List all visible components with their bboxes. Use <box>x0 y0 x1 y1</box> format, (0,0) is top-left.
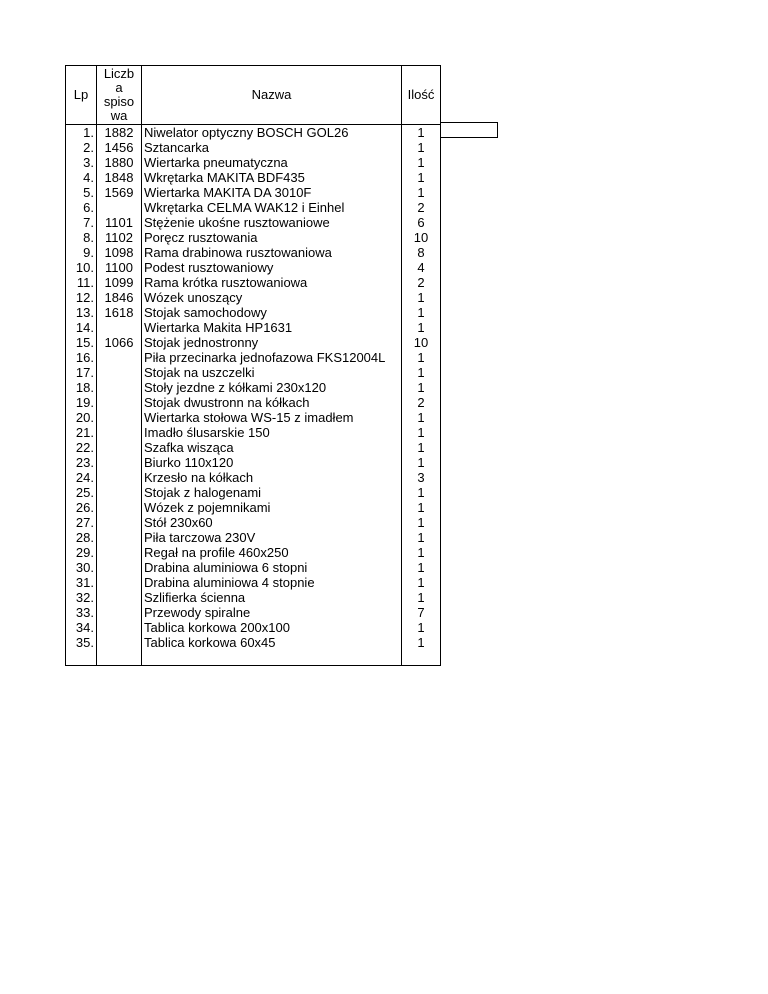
row-nazwa: Wiertarka Makita HP1631 <box>142 320 402 335</box>
row-lp: 12. <box>66 290 97 305</box>
row-ilosc: 2 <box>402 200 441 215</box>
row-liczba-spisowa: 1066 <box>97 335 142 350</box>
row-lp: 1. <box>66 125 97 141</box>
table-row <box>66 260 441 275</box>
row-lp: 21. <box>66 425 97 440</box>
row-liczba-spisowa <box>97 575 142 590</box>
row-nazwa: Piła tarczowa 230V <box>142 530 402 545</box>
row-ilosc: 1 <box>402 590 441 605</box>
row-lp: 16. <box>66 350 97 365</box>
table-row <box>66 635 441 650</box>
table-row <box>66 605 441 620</box>
row-nazwa: Rama drabinowa rusztowaniowa <box>142 245 402 260</box>
row-nazwa: Stojak jednostronny <box>142 335 402 350</box>
row-liczba-spisowa <box>97 440 142 455</box>
table-row-empty <box>66 650 441 666</box>
row-ilosc: 1 <box>402 155 441 170</box>
row-ilosc: 1 <box>402 290 441 305</box>
header-liczba-spisowa-line: Liczb <box>103 66 135 81</box>
table-row <box>66 125 441 141</box>
row-liczba-spisowa <box>97 590 142 605</box>
row-nazwa: Stężenie ukośne rusztowaniowe <box>142 215 402 230</box>
table-row <box>66 185 441 200</box>
empty-cell <box>97 650 142 666</box>
table-row <box>66 290 441 305</box>
row-liczba-spisowa: 1880 <box>97 155 142 170</box>
header-ilosc: Ilość <box>402 66 441 125</box>
row-lp: 14. <box>66 320 97 335</box>
row-liczba-spisowa <box>97 320 142 335</box>
empty-cell <box>142 650 402 666</box>
row-liczba-spisowa: 1848 <box>97 170 142 185</box>
table-row <box>66 620 441 635</box>
table-row <box>66 545 441 560</box>
row-lp: 20. <box>66 410 97 425</box>
row-ilosc: 4 <box>402 260 441 275</box>
row-liczba-spisowa <box>97 620 142 635</box>
row-nazwa: Przewody spiralne <box>142 605 402 620</box>
row-liczba-spisowa: 1569 <box>97 185 142 200</box>
row-liczba-spisowa: 1846 <box>97 290 142 305</box>
row-ilosc: 1 <box>402 575 441 590</box>
table-row <box>66 575 441 590</box>
table-row <box>66 155 441 170</box>
header-liczba-spisowa-line: a <box>115 80 123 95</box>
row-liczba-spisowa: 1098 <box>97 245 142 260</box>
row-lp: 2. <box>66 140 97 155</box>
row-liczba-spisowa <box>97 605 142 620</box>
row-ilosc: 1 <box>402 500 441 515</box>
table-row <box>66 200 441 215</box>
row-lp: 9. <box>66 245 97 260</box>
table-row <box>66 215 441 230</box>
inventory-table <box>65 65 441 666</box>
row-ilosc: 10 <box>402 335 441 350</box>
row-nazwa: Stojak z halogenami <box>142 485 402 500</box>
row-lp: 3. <box>66 155 97 170</box>
row-lp: 19. <box>66 395 97 410</box>
row-nazwa: Regał na profile 460x250 <box>142 545 402 560</box>
header-liczba-spisowa <box>97 66 142 125</box>
header-liczba-spisowa-line: wa <box>110 108 128 123</box>
row-ilosc: 1 <box>402 425 441 440</box>
inventory-table-body <box>66 66 441 666</box>
table-row <box>66 140 441 155</box>
row-lp: 15. <box>66 335 97 350</box>
row-nazwa: Szlifierka ścienna <box>142 590 402 605</box>
table-row <box>66 275 441 290</box>
row-ilosc: 1 <box>402 410 441 425</box>
row-liczba-spisowa <box>97 380 142 395</box>
row-liczba-spisowa: 1882 <box>97 125 142 141</box>
row-nazwa: Wkrętarka MAKITA BDF435 <box>142 170 402 185</box>
row-liczba-spisowa <box>97 485 142 500</box>
row-nazwa: Drabina aluminiowa 6 stopni <box>142 560 402 575</box>
empty-cell <box>66 650 97 666</box>
header-lp: Lp <box>66 66 97 125</box>
row-nazwa: Tablica korkowa 60x45 <box>142 635 402 650</box>
table-row <box>66 455 441 470</box>
row-ilosc: 1 <box>402 350 441 365</box>
row-nazwa: Biurko 110x120 <box>142 455 402 470</box>
row-liczba-spisowa <box>97 395 142 410</box>
table-row <box>66 365 441 380</box>
row-liczba-spisowa <box>97 635 142 650</box>
table-row <box>66 305 441 320</box>
row-nazwa: Stojak na uszczelki <box>142 365 402 380</box>
row-ilosc: 1 <box>402 545 441 560</box>
row-lp: 7. <box>66 215 97 230</box>
table-row <box>66 560 441 575</box>
row-nazwa: Wkrętarka CELMA WAK12 i Einhel <box>142 200 402 215</box>
row-liczba-spisowa: 1102 <box>97 230 142 245</box>
row-lp: 26. <box>66 500 97 515</box>
row-lp: 17. <box>66 365 97 380</box>
row-ilosc: 8 <box>402 245 441 260</box>
row-nazwa: Szafka wisząca <box>142 440 402 455</box>
table-row <box>66 170 441 185</box>
row-ilosc: 10 <box>402 230 441 245</box>
table-row <box>66 350 441 365</box>
header-nazwa: Nazwa <box>142 66 402 125</box>
row-liczba-spisowa <box>97 455 142 470</box>
row-liczba-spisowa <box>97 560 142 575</box>
row-nazwa: Krzesło na kółkach <box>142 470 402 485</box>
row-ilosc: 7 <box>402 605 441 620</box>
table-row <box>66 395 441 410</box>
row-lp: 25. <box>66 485 97 500</box>
row-lp: 28. <box>66 530 97 545</box>
outlined-cell <box>440 122 498 138</box>
table-row <box>66 335 441 350</box>
row-liczba-spisowa <box>97 365 142 380</box>
row-lp: 11. <box>66 275 97 290</box>
table-row <box>66 425 441 440</box>
table-row <box>66 410 441 425</box>
row-liczba-spisowa: 1099 <box>97 275 142 290</box>
row-nazwa: Drabina aluminiowa 4 stopnie <box>142 575 402 590</box>
row-nazwa: Wiertarka stołowa WS-15 z imadłem <box>142 410 402 425</box>
row-liczba-spisowa <box>97 545 142 560</box>
row-nazwa: Stojak dwustronn na kółkach <box>142 395 402 410</box>
row-nazwa: Wózek z pojemnikami <box>142 500 402 515</box>
row-lp: 27. <box>66 515 97 530</box>
row-nazwa: Piła przecinarka jednofazowa FKS12004L <box>142 350 402 365</box>
row-lp: 24. <box>66 470 97 485</box>
row-lp: 5. <box>66 185 97 200</box>
row-liczba-spisowa <box>97 410 142 425</box>
row-ilosc: 1 <box>402 125 441 141</box>
row-nazwa: Poręcz rusztowania <box>142 230 402 245</box>
row-nazwa: Stojak samochodowy <box>142 305 402 320</box>
row-ilosc: 1 <box>402 320 441 335</box>
table-row <box>66 590 441 605</box>
row-nazwa: Rama krótka rusztowaniowa <box>142 275 402 290</box>
row-liczba-spisowa: 1618 <box>97 305 142 320</box>
row-ilosc: 1 <box>402 185 441 200</box>
row-liczba-spisowa: 1101 <box>97 215 142 230</box>
table-row <box>66 245 441 260</box>
empty-cell <box>402 650 441 666</box>
row-lp: 29. <box>66 545 97 560</box>
row-ilosc: 1 <box>402 380 441 395</box>
row-ilosc: 1 <box>402 635 441 650</box>
row-nazwa: Podest rusztowaniowy <box>142 260 402 275</box>
row-nazwa: Wózek unoszący <box>142 290 402 305</box>
row-liczba-spisowa <box>97 515 142 530</box>
row-nazwa: Wiertarka pneumatyczna <box>142 155 402 170</box>
row-lp: 30. <box>66 560 97 575</box>
row-liczba-spisowa <box>97 200 142 215</box>
table-row <box>66 530 441 545</box>
table-row <box>66 230 441 245</box>
row-ilosc: 1 <box>402 560 441 575</box>
row-nazwa: Sztancarka <box>142 140 402 155</box>
row-liczba-spisowa <box>97 500 142 515</box>
table-row <box>66 320 441 335</box>
row-liczba-spisowa: 1456 <box>97 140 142 155</box>
row-lp: 8. <box>66 230 97 245</box>
row-ilosc: 2 <box>402 395 441 410</box>
row-lp: 22. <box>66 440 97 455</box>
row-nazwa: Tablica korkowa 200x100 <box>142 620 402 635</box>
table-row <box>66 440 441 455</box>
row-ilosc: 1 <box>402 620 441 635</box>
row-ilosc: 1 <box>402 140 441 155</box>
row-nazwa: Stoły jezdne z kółkami 230x120 <box>142 380 402 395</box>
row-lp: 13. <box>66 305 97 320</box>
row-lp: 18. <box>66 380 97 395</box>
row-liczba-spisowa <box>97 350 142 365</box>
row-ilosc: 1 <box>402 485 441 500</box>
row-ilosc: 1 <box>402 455 441 470</box>
table-row <box>66 500 441 515</box>
header-liczba-spisowa-line: spiso <box>103 94 135 109</box>
row-ilosc: 1 <box>402 170 441 185</box>
row-nazwa: Wiertarka MAKITA DA 3010F <box>142 185 402 200</box>
row-nazwa: Niwelator optyczny BOSCH GOL26 <box>142 125 402 141</box>
row-lp: 31. <box>66 575 97 590</box>
row-ilosc: 3 <box>402 470 441 485</box>
row-ilosc: 1 <box>402 440 441 455</box>
row-lp: 10. <box>66 260 97 275</box>
row-lp: 33. <box>66 605 97 620</box>
row-lp: 35. <box>66 635 97 650</box>
row-lp: 32. <box>66 590 97 605</box>
row-ilosc: 6 <box>402 215 441 230</box>
row-lp: 34. <box>66 620 97 635</box>
row-liczba-spisowa: 1100 <box>97 260 142 275</box>
row-lp: 6. <box>66 200 97 215</box>
row-liczba-spisowa <box>97 470 142 485</box>
table-row <box>66 485 441 500</box>
row-liczba-spisowa <box>97 425 142 440</box>
row-ilosc: 1 <box>402 515 441 530</box>
row-liczba-spisowa <box>97 530 142 545</box>
row-lp: 23. <box>66 455 97 470</box>
table-row <box>66 470 441 485</box>
table-header-row <box>66 66 441 125</box>
row-lp: 4. <box>66 170 97 185</box>
row-nazwa: Stół 230x60 <box>142 515 402 530</box>
table-row <box>66 380 441 395</box>
row-ilosc: 1 <box>402 365 441 380</box>
row-ilosc: 2 <box>402 275 441 290</box>
table-row <box>66 515 441 530</box>
row-ilosc: 1 <box>402 530 441 545</box>
row-nazwa: Imadło ślusarskie 150 <box>142 425 402 440</box>
row-ilosc: 1 <box>402 305 441 320</box>
